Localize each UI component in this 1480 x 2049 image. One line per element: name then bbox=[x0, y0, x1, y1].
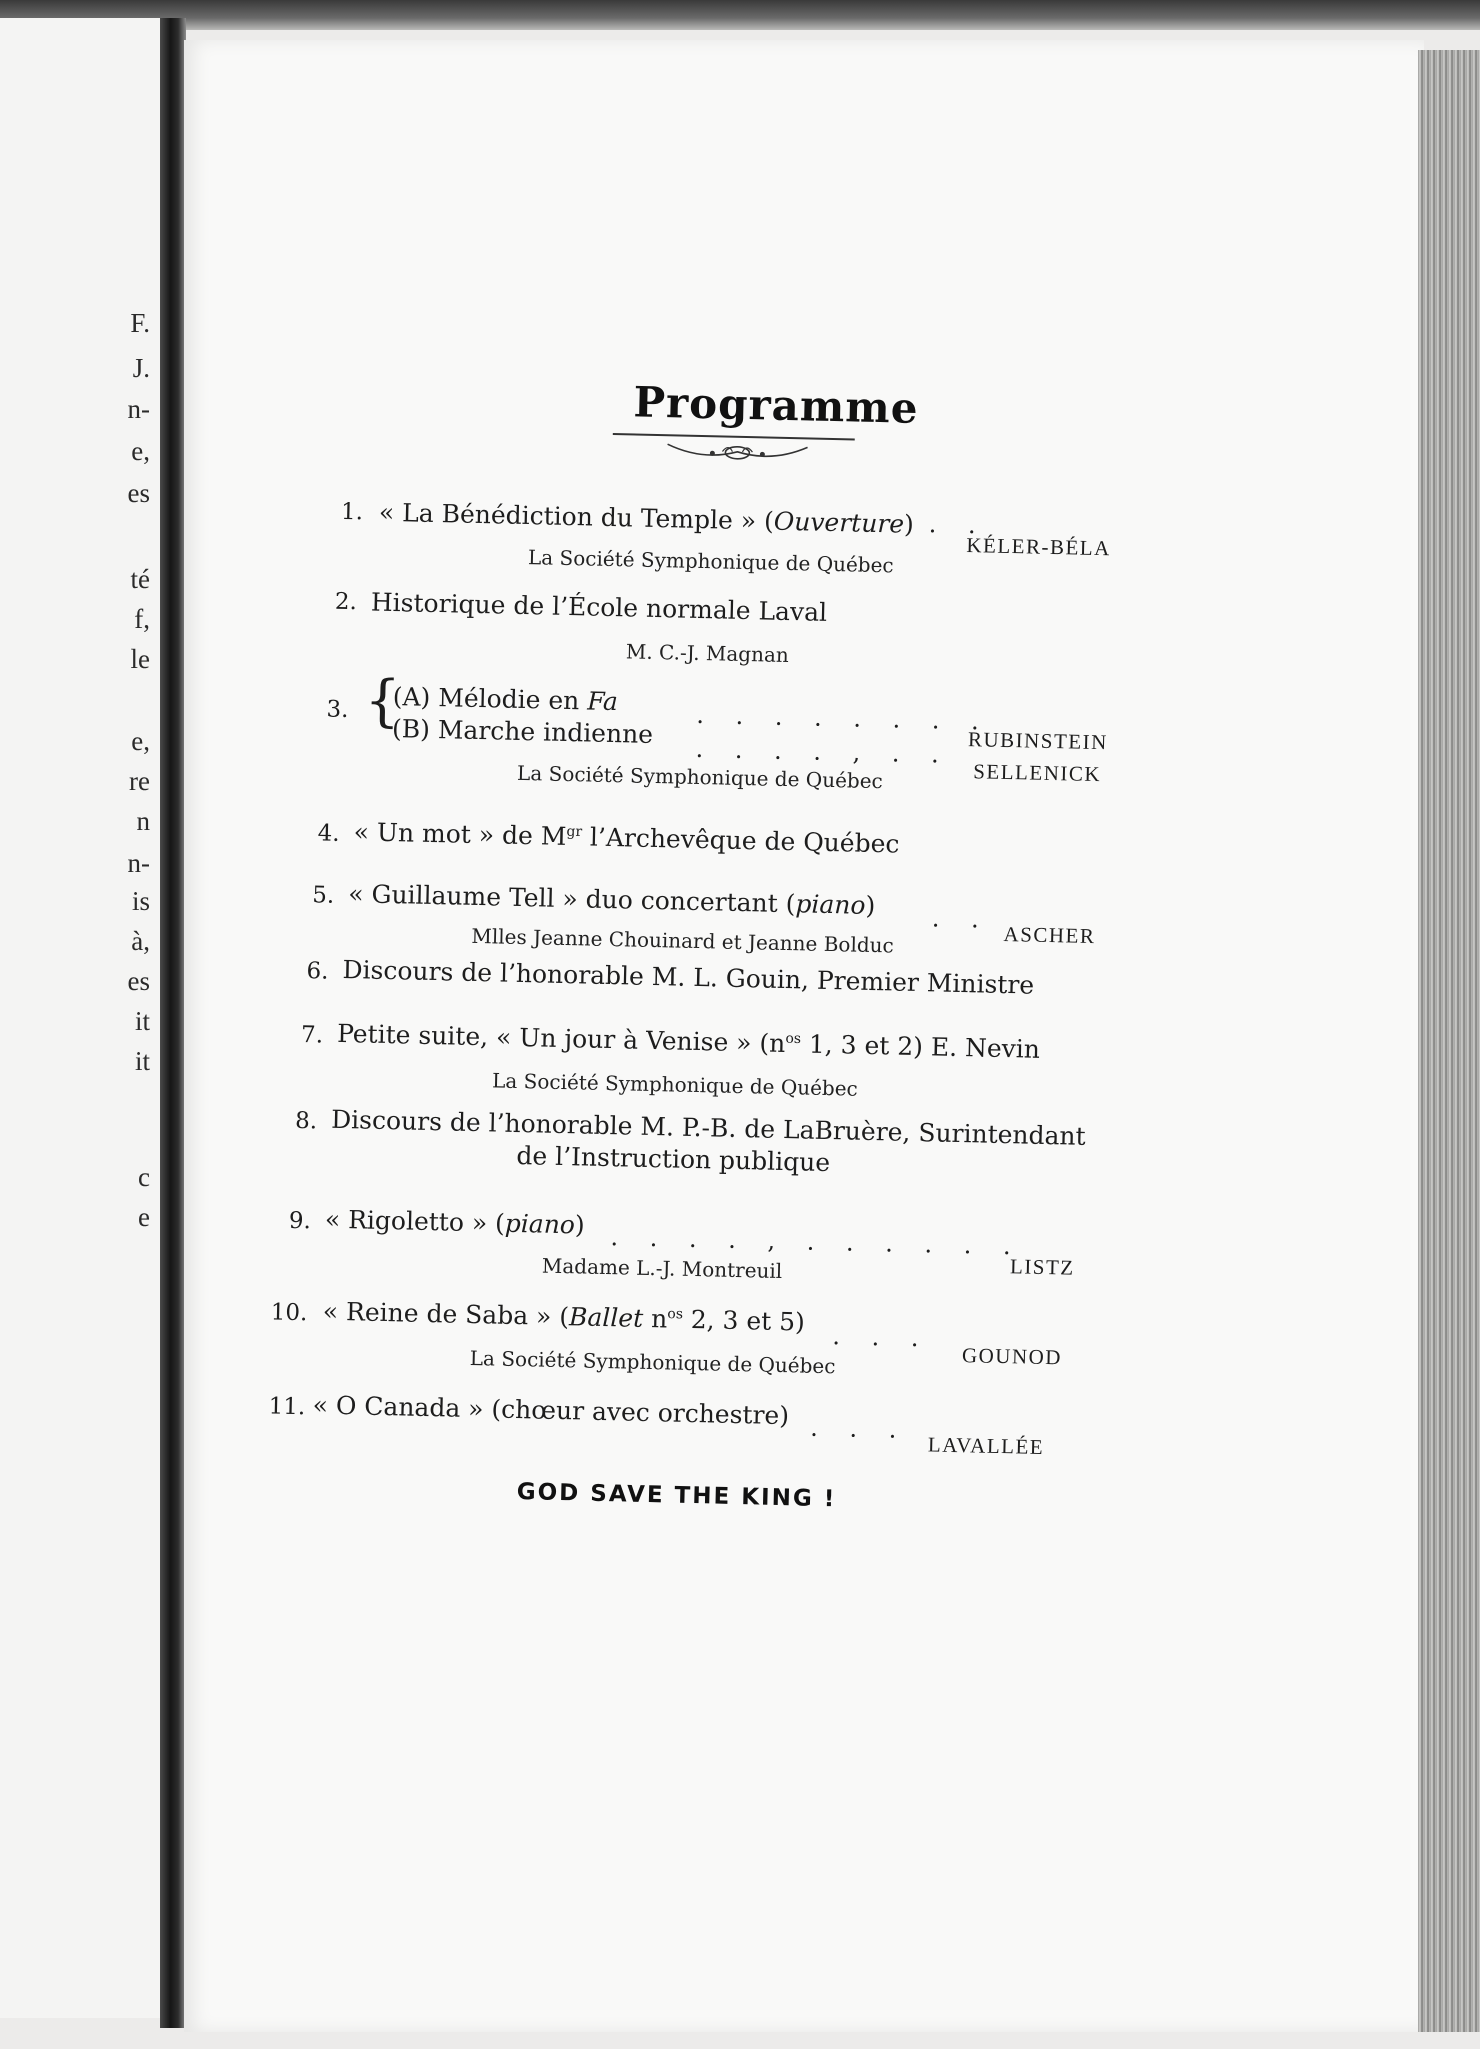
item-title: « Rigoletto » (piano) bbox=[324, 1204, 586, 1240]
item-number: 11. bbox=[268, 1393, 306, 1421]
left-page-text-fragment: e bbox=[138, 1202, 150, 1232]
left-page-text-fragment: F. bbox=[130, 308, 150, 338]
title-ornament bbox=[662, 438, 813, 465]
composer: LAVALLÉE bbox=[927, 1432, 1045, 1460]
item-title: « La Bénédiction du Temple » (Ouverture) bbox=[378, 497, 915, 539]
item-title: « Reine de Saba » (Ballet $n^{os}$ 2, 3 et 5) bbox=[322, 1296, 806, 1337]
left-page-text-fragment: n- bbox=[127, 394, 150, 424]
left-page-text-fragment: té bbox=[130, 564, 150, 594]
item-title: « Guillaume Tell » duo concertant (piano) bbox=[347, 879, 876, 921]
performer: La Société Symphonique de Québec bbox=[469, 1345, 836, 1379]
item-title: Historique de l’École normale Laval bbox=[370, 587, 828, 627]
left-page-text-fragment: es bbox=[127, 478, 150, 508]
brace-glyph: { bbox=[363, 668, 402, 735]
left-page-text-fragment: is bbox=[131, 886, 150, 916]
composer: ASCHER bbox=[1003, 921, 1096, 949]
item-title: « Un mot » de $M^{gr}$ l’Archevêque de Québec bbox=[353, 817, 900, 859]
performer: Mlles Jeanne Chouinard et Jeanne Bolduc bbox=[471, 923, 895, 958]
item-title: « O Canada » (chœur avec orchestre) bbox=[312, 1390, 790, 1431]
performer: Madame L.-J. Montreuil bbox=[541, 1253, 783, 1284]
left-page-text-fragment: e, bbox=[131, 436, 150, 466]
item-title: Discours de l’honorable M. P.-B. de LaBruère, Surintendant bbox=[330, 1104, 1086, 1151]
left-page-text-fragment: re bbox=[129, 766, 150, 796]
left-page-text-fragment: c bbox=[138, 1162, 150, 1192]
closing-line: GOD SAVE THE KING ! bbox=[516, 1479, 837, 1513]
performer: M. C.-J. Magnan bbox=[625, 639, 790, 668]
leader-dots: . . bbox=[931, 904, 992, 934]
left-page-text-fragment: es bbox=[127, 966, 150, 996]
left-page-text-fragment: f, bbox=[134, 604, 150, 634]
left-page-text-fragment: e, bbox=[131, 726, 150, 756]
composer: LISTZ bbox=[1009, 1254, 1075, 1280]
leader-dots: . . . . . . . . bbox=[696, 700, 992, 736]
item-number: 8. bbox=[294, 1107, 318, 1135]
composer: GOUNOD bbox=[961, 1343, 1063, 1370]
item-number: 1. bbox=[340, 498, 364, 526]
item-number: 3. bbox=[326, 696, 349, 724]
item-subtitle-a: (A) Mélodie en Fa bbox=[392, 682, 619, 717]
item-number: 2. bbox=[334, 588, 358, 616]
item-number: 9. bbox=[288, 1207, 312, 1235]
left-page-text-fragment: it bbox=[134, 1046, 150, 1076]
left-page-text-fragment: le bbox=[130, 644, 150, 674]
composer: RUBINSTEIN bbox=[967, 727, 1109, 755]
item-title-continued: de l’Instruction publique bbox=[516, 1140, 831, 1178]
performer: La Société Symphonique de Québec bbox=[491, 1068, 859, 1101]
left-page-text-fragment: it bbox=[134, 1006, 150, 1036]
composer: SELLENICK bbox=[972, 759, 1102, 787]
item-title: Discours de l’honorable M. L. Gouin, Premier Ministre bbox=[342, 954, 1035, 1000]
item-number: 10. bbox=[270, 1299, 308, 1327]
left-page-text-fragment: J. bbox=[132, 353, 150, 383]
composer: KÉLER-BÉLA bbox=[966, 533, 1112, 561]
left-page-text-fragment: n bbox=[136, 806, 150, 836]
leader-dots: . . . . , . . bbox=[695, 734, 952, 769]
performer: La Société Symphonique de Québec bbox=[516, 760, 884, 794]
item-subtitle-b: (B) Marche indienne bbox=[391, 714, 654, 749]
item-number: 6. bbox=[306, 958, 329, 985]
item-number: 7. bbox=[300, 1022, 324, 1049]
item-number: 4. bbox=[317, 820, 340, 847]
item-title: Petite suite, « Un jour à Venise » ($n^{os}$ 1, 3 et 2) E. Nevin bbox=[336, 1018, 1041, 1064]
leader-dots: . . bbox=[928, 510, 989, 540]
leader-dots: . . . bbox=[832, 1322, 931, 1353]
leader-dots: . . . . , . . . . . . bbox=[610, 1223, 1024, 1261]
page-title: Programme bbox=[632, 377, 920, 433]
leader-dots: . . . bbox=[809, 1413, 909, 1444]
performer: La Société Symphonique de Québec bbox=[527, 545, 894, 578]
item-number: 5. bbox=[311, 882, 335, 909]
left-page-text-fragment: à, bbox=[131, 926, 150, 956]
left-page-text-fragment: n- bbox=[127, 848, 150, 878]
